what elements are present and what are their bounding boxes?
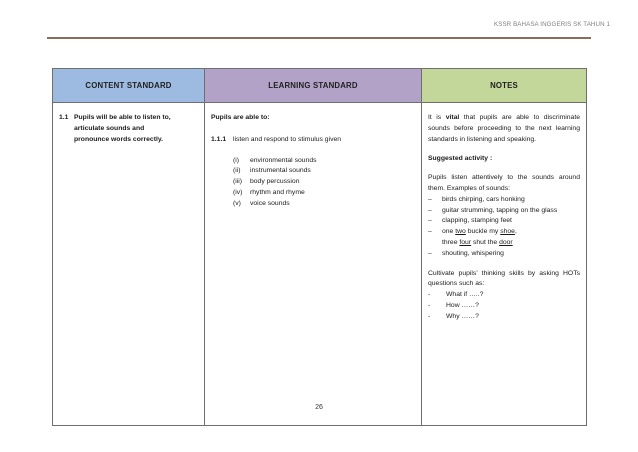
document-header: KSSR BAHASA INGGERIS SK TAHUN 1	[494, 21, 610, 28]
learning-standard-cell	[205, 103, 422, 426]
notes-cell	[422, 103, 587, 426]
sound-type-list	[233, 156, 415, 210]
list-item: – birds chirping, cars honking	[428, 195, 525, 203]
list-item: (iii) body percussion	[233, 178, 300, 186]
list-item: – clapping, stamping feet	[428, 217, 512, 225]
learning-standard-code: 1.1.1	[211, 135, 227, 143]
hots-intro: Cultivate pupils’ thinking skills by asking HOTs questions such as:	[428, 269, 580, 288]
standards-table	[52, 68, 587, 426]
list-item: (iv) rhythm and rhyme	[233, 188, 305, 196]
header-rule	[47, 37, 591, 39]
learning-standard-text: listen and respond to stimulus given	[233, 135, 342, 143]
hots-questions-list	[428, 290, 580, 322]
content-standard-number: 1.1	[59, 114, 69, 121]
list-item: – shouting, whispering	[428, 249, 504, 257]
suggested-activity-title: Suggested activity :	[428, 155, 493, 163]
content-standard-cell	[53, 103, 205, 426]
page-number: 26	[315, 404, 323, 411]
list-item: - Why ……?	[428, 312, 479, 320]
content-standard-text: Pupils will be able to listen to, articulate sounds and pronounce words correctly.	[74, 114, 171, 143]
content-standard-header: CONTENT STANDARD	[53, 69, 205, 103]
list-item: (v) voice sounds	[233, 199, 290, 207]
list-item: – one two buckle my shoe, three four shut the door	[428, 228, 517, 246]
list-item: (ii) instrumental sounds	[233, 167, 311, 175]
activity-intro: Pupils listen attentively to the sounds around them. Examples of sounds:	[428, 174, 580, 192]
list-item: – guitar strumming, tapping on the glass	[428, 206, 558, 214]
learning-standard-intro: Pupils are able to:	[211, 114, 270, 121]
sound-examples-list	[428, 195, 580, 260]
list-item: - What if …..?	[428, 291, 484, 299]
learning-standard-header: LEARNING STANDARD	[205, 69, 422, 103]
notes-paragraph: It is vital that pupils are able to discriminate sounds before proceeding to the next learning standards in listening and speaking.	[428, 114, 580, 143]
list-item: (i) environmental sounds	[233, 156, 317, 164]
list-item: - How ……?	[428, 301, 479, 309]
notes-header: NOTES	[422, 69, 587, 103]
